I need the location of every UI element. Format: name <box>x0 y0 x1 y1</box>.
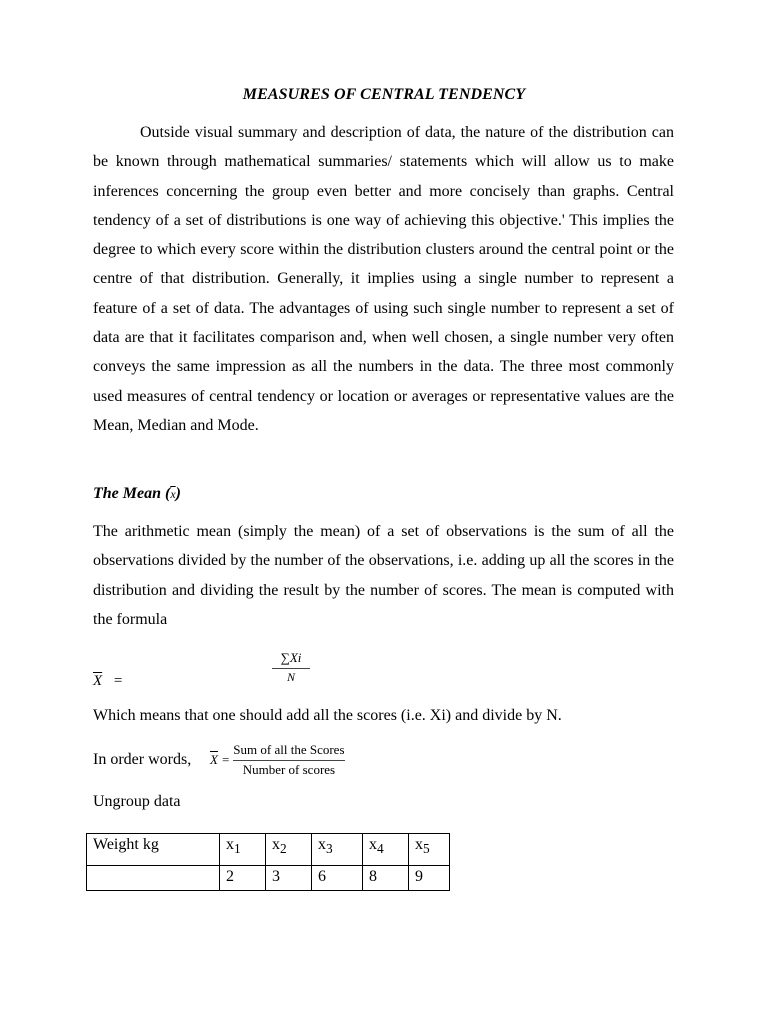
table-header-cell: $x_1$ <box>220 834 266 866</box>
formula-equals: = <box>113 673 123 689</box>
in-words-label: In order words, <box>93 751 192 768</box>
table-cell: 8 <box>363 866 409 891</box>
formula-x-bar: $\overline{X}$ <box>93 673 103 689</box>
table-header-row <box>87 834 450 866</box>
table-cell: 3 <box>266 866 312 891</box>
ungroup-data-label: Ungroup data <box>93 793 181 810</box>
words-denominator: Number of scores <box>242 762 336 777</box>
fraction-bar <box>272 668 310 669</box>
words-fraction <box>233 742 344 778</box>
table-row <box>87 866 450 891</box>
weight-data-table <box>86 833 450 891</box>
table-header-cell: $x_3$ <box>312 834 363 866</box>
table-header-cell: $x_4$ <box>363 834 409 866</box>
words-x-bar: $\overline{X}$ <box>210 752 218 767</box>
table-header-cell: $x_2$ <box>266 834 312 866</box>
words-equals: = <box>221 752 230 767</box>
in-words-formula <box>210 742 345 778</box>
words-fraction-bar <box>233 760 344 761</box>
table-header-cell: $x_5$ <box>409 834 450 866</box>
table-cell: 2 <box>220 866 266 891</box>
table-cell: 6 <box>312 866 363 891</box>
table-header-label: Weight kg <box>87 834 220 866</box>
words-numerator: Sum of all the Scores <box>233 742 345 757</box>
table-cell: 9 <box>409 866 450 891</box>
mean-definition: The arithmetic mean (simply the mean) of a set of observations is the sum of all the observations divided by the number of the observations, i.e. adding up all the scores in the distribution and dividing the result by the number of scores. The mean is computed with the formula <box>93 523 674 628</box>
mean-formula-fraction <box>272 650 310 685</box>
mean-heading <box>93 485 181 503</box>
page-title: MEASURES OF CENTRAL TENDENCY <box>242 86 526 103</box>
mean-heading-symbol: $(\overline{x})$ <box>165 485 181 502</box>
formula-lhs <box>93 673 122 690</box>
formula-denominator: N <box>286 670 295 684</box>
mean-heading-text: The Mean <box>93 485 161 502</box>
table-row-label <box>87 866 220 891</box>
intro-paragraph: Outside visual summary and description of data, the nature of the distribution can be known through mathematical summaries/ statements which will allow us to make inferences concerning the group even better and more concisely than graphs. Central tendency of a set of distributions is one way of achieving this objective.' This implies the degree to which every score within the distribution clusters around the central point or the centre of that distribution. Generally, it implies using a single number to represent a feature of a set of data. The advantages of using such single number to represent a set of data are that it facilitates comparison and, when well chosen, a single number very often conveys the same impression as all the numbers in the data. The three most commonly used measures of central tendency or location or averages or representative values are the Mean, Median and Mode. <box>93 124 674 434</box>
formula-numerator: ∑Xi <box>280 650 302 665</box>
formula-explanation: Which means that one should add all the scores (i.e. Xi) and divide by N. <box>93 707 562 724</box>
